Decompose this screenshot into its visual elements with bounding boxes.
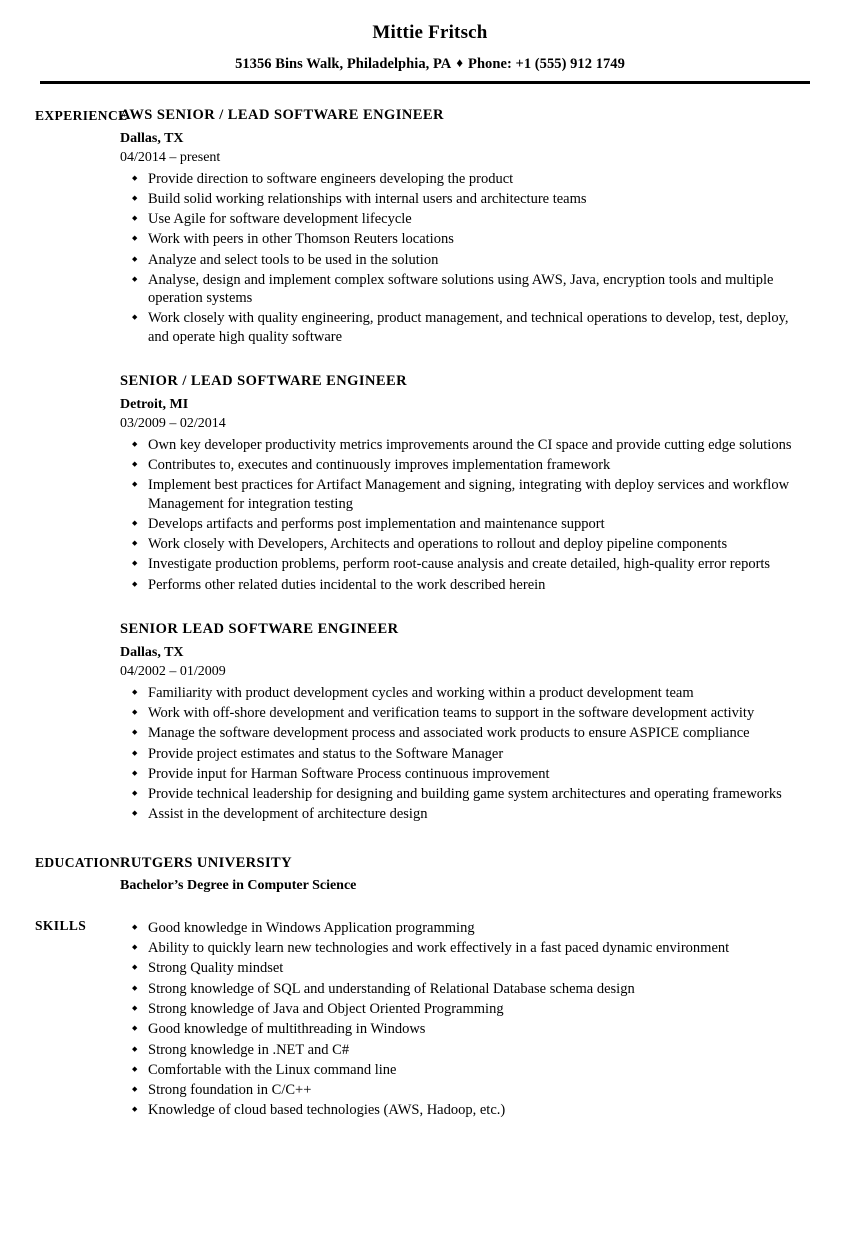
experience-body xyxy=(120,106,860,824)
list-item: ◆ Knowledge of cloud based technologies (AWS, Hadoop, etc.) xyxy=(120,1101,810,1119)
job-location: Dallas, TX xyxy=(120,645,184,661)
list-item: ◆ Provide input for Harman Software Process continuous improvement xyxy=(120,765,810,783)
candidate-name: Mittie Fritsch xyxy=(372,22,488,43)
job-dates: 03/2009 – 02/2014 xyxy=(120,416,226,432)
list-item: ◆ Work with peers in other Thomson Reuters locations xyxy=(120,230,810,248)
section-label-education: EDUCATION xyxy=(35,854,121,870)
list-item: ◆ Contributes to, executes and continuously improves implementation framework xyxy=(120,456,810,474)
list-item: ◆ Strong knowledge of SQL and understanding of Relational Database schema design xyxy=(120,980,810,998)
header-divider xyxy=(40,81,810,84)
section-label-experience: EXPERIENCE xyxy=(35,107,128,123)
skills-body xyxy=(120,917,860,1120)
list-item: ◆ Manage the software development process and associated work products to ensure ASPICE compliance xyxy=(120,724,810,742)
list-item: ◆ Familiarity with product development cycles and working within a product development team xyxy=(120,684,810,702)
job-responsibilities xyxy=(120,436,810,594)
list-item: ◆ Work closely with quality engineering, product management, and technical operations to develop, test, deploy, and operate high quality software xyxy=(120,309,810,346)
list-item: ◆ Investigate production problems, perform root-cause analysis and create detailed, high-quality error reports xyxy=(120,555,810,573)
skills-section xyxy=(0,917,860,1120)
job-responsibilities xyxy=(120,684,810,824)
list-item: ◆ Provide technical leadership for designing and building game system architectures and operating frameworks xyxy=(120,785,810,803)
experience-section xyxy=(0,106,860,824)
job-entry xyxy=(120,620,810,824)
list-item: ◆ Develops artifacts and performs post implementation and maintenance support xyxy=(120,515,810,533)
list-item: ◆ Own key developer productivity metrics improvements around the CI space and provide cutting edge solutions xyxy=(120,436,810,454)
education-school: RUTGERS UNIVERSITY xyxy=(120,854,292,871)
education-body xyxy=(120,854,860,895)
job-title: SENIOR LEAD SOFTWARE ENGINEER xyxy=(120,620,399,637)
list-item: ◆ Strong knowledge in .NET and C# xyxy=(120,1041,810,1059)
job-title: AWS SENIOR / LEAD SOFTWARE ENGINEER xyxy=(120,106,444,123)
job-dates: 04/2014 – present xyxy=(120,150,221,166)
list-item: ◆ Provide direction to software engineers developing the product xyxy=(120,170,810,188)
list-item: ◆ Analyse, design and implement complex software solutions using AWS, Java, encryption tools and multiple operation systems xyxy=(120,271,810,308)
list-item: ◆ Work closely with Developers, Architects and operations to rollout and deploy pipeline components xyxy=(120,535,810,553)
list-item: ◆ Performs other related duties incidental to the work described herein xyxy=(120,576,810,594)
skills-list xyxy=(120,919,810,1120)
job-responsibilities xyxy=(120,170,810,346)
list-item: ◆ Ability to quickly learn new technologies and work effectively in a fast paced dynamic environment xyxy=(120,939,810,957)
contact-line xyxy=(0,56,860,73)
list-item: ◆ Work with off-shore development and verification teams to support in the software development activity xyxy=(120,704,810,722)
job-location: Dallas, TX xyxy=(120,130,184,146)
education-degree: Bachelor’s Degree in Computer Science xyxy=(120,877,357,893)
job-title: SENIOR / LEAD SOFTWARE ENGINEER xyxy=(120,373,408,389)
list-item: ◆ Use Agile for software development lifecycle xyxy=(120,210,810,228)
job-entry xyxy=(120,106,810,346)
list-item: ◆ Provide project estimates and status to the Software Manager xyxy=(120,745,810,763)
diamond-separator-icon: ♦ xyxy=(456,54,464,70)
section-label-skills: SKILLS xyxy=(35,917,87,933)
resume-header xyxy=(0,0,860,84)
contact-address: 51356 Bins Walk, Philadelphia, PA xyxy=(235,55,452,72)
list-item: ◆ Build solid working relationships with internal users and architecture teams xyxy=(120,190,810,208)
job-location: Detroit, MI xyxy=(120,397,189,413)
contact-phone: Phone: +1 (555) 912 1749 xyxy=(468,55,625,72)
list-item: ◆ Analyze and select tools to be used in the solution xyxy=(120,251,810,269)
list-item: ◆ Strong knowledge of Java and Object Oriented Programming xyxy=(120,1000,810,1018)
job-entry xyxy=(120,372,810,594)
education-section xyxy=(0,854,860,895)
job-dates: 04/2002 – 01/2009 xyxy=(120,664,226,680)
list-item: ◆ Good knowledge in Windows Application programming xyxy=(120,919,810,937)
list-item: ◆ Comfortable with the Linux command line xyxy=(120,1061,810,1079)
list-item: ◆ Good knowledge of multithreading in Windows xyxy=(120,1020,810,1038)
list-item: ◆ Assist in the development of architecture design xyxy=(120,805,810,823)
list-item: ◆ Implement best practices for Artifact Management and signing, integrating with deploy services and workflow Management for integration testing xyxy=(120,476,810,513)
list-item: ◆ Strong foundation in C/C++ xyxy=(120,1081,810,1099)
list-item: ◆ Strong Quality mindset xyxy=(120,959,810,977)
